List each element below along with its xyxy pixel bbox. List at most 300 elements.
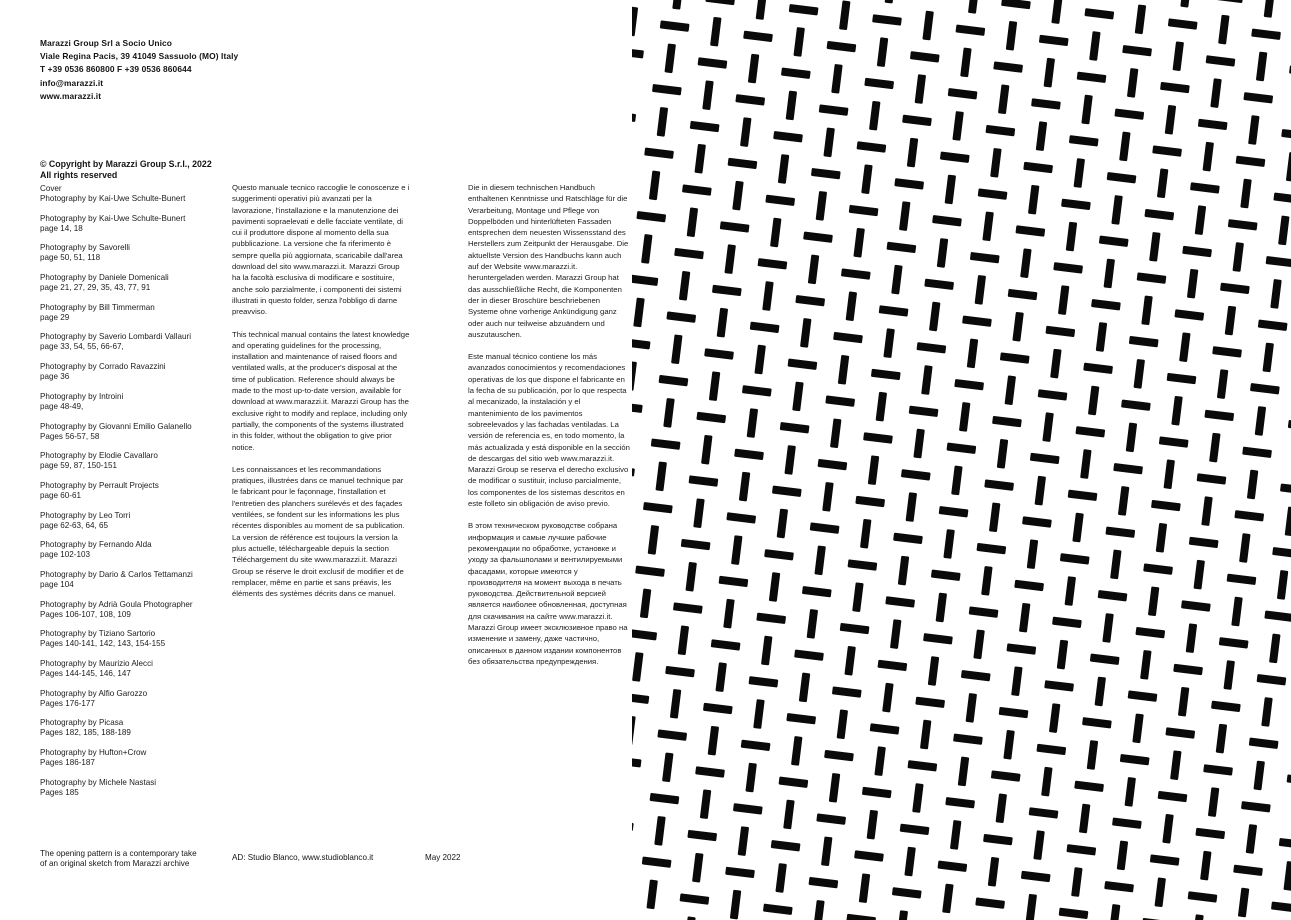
horizontal-dash xyxy=(825,395,855,406)
horizontal-dash xyxy=(1235,156,1265,167)
horizontal-dash xyxy=(1029,453,1059,464)
credit-entry xyxy=(40,451,193,471)
horizontal-dash xyxy=(1119,754,1149,765)
legal-text-column-de-es-ru xyxy=(468,182,632,678)
credit-entry xyxy=(40,481,193,501)
credit-entry xyxy=(40,362,193,382)
credit-photographer: Photography by Alfio Garozzo xyxy=(40,688,148,698)
vertical-dash xyxy=(990,147,1001,177)
horizontal-dash xyxy=(1105,526,1135,537)
vertical-dash xyxy=(1141,295,1152,325)
vertical-dash xyxy=(775,863,786,893)
horizontal-dash xyxy=(1158,436,1188,447)
company-phone: T +39 0536 860800 F +39 0536 860644 xyxy=(40,64,192,75)
horizontal-dash xyxy=(756,613,786,624)
vertical-dash xyxy=(708,725,719,755)
vertical-dash xyxy=(996,793,1007,823)
horizontal-dash xyxy=(632,756,641,767)
vertical-dash xyxy=(1020,248,1031,278)
horizontal-dash xyxy=(727,158,757,169)
horizontal-dash xyxy=(1188,537,1218,548)
vertical-dash xyxy=(967,338,978,368)
horizontal-dash xyxy=(1006,643,1036,654)
horizontal-dash xyxy=(1257,319,1287,330)
vertical-dash xyxy=(1246,824,1257,854)
credit-entry xyxy=(40,422,193,442)
vertical-dash xyxy=(633,297,644,327)
credit-pages: Pages 182, 185, 188-189 xyxy=(40,728,131,738)
horizontal-dash xyxy=(1023,162,1053,173)
horizontal-dash xyxy=(795,295,825,306)
horizontal-dash xyxy=(1020,871,1050,882)
vertical-dash xyxy=(1119,131,1130,161)
horizontal-dash xyxy=(1281,129,1291,140)
horizontal-dash xyxy=(998,707,1028,718)
horizontal-dash xyxy=(786,713,816,724)
vertical-dash xyxy=(959,402,970,432)
vertical-dash xyxy=(662,752,673,782)
horizontal-dash xyxy=(1234,510,1264,521)
credit-entry xyxy=(40,689,193,709)
credit-photographer: Cover xyxy=(40,184,62,193)
horizontal-dash xyxy=(1053,262,1083,273)
legal-text-column-it-en-fr xyxy=(232,182,410,610)
credit-photographer: Photography by Maurizio Alecci xyxy=(40,659,153,668)
credit-photographer: Photography by Fernando Alda xyxy=(40,540,152,550)
credit-pages: Pages 176-177 xyxy=(40,698,95,708)
horizontal-dash xyxy=(1015,225,1045,236)
vertical-dash xyxy=(1286,151,1291,181)
horizontal-dash xyxy=(861,787,891,798)
horizontal-dash xyxy=(702,703,732,714)
horizontal-dash xyxy=(697,57,727,68)
horizontal-dash xyxy=(840,268,870,279)
vertical-dash xyxy=(1178,686,1189,716)
vertical-dash xyxy=(1006,20,1017,50)
credit-photographer: Photography by Picasa xyxy=(40,718,124,728)
credit-pages: page 48-49, xyxy=(40,401,84,411)
credit-pages: page 33, 54, 55, 66-67, xyxy=(40,342,124,352)
vertical-dash xyxy=(1027,539,1038,569)
horizontal-dash xyxy=(1122,45,1152,56)
vertical-dash xyxy=(649,170,660,200)
vertical-dash xyxy=(1012,311,1023,341)
horizontal-dash xyxy=(1106,172,1136,183)
vertical-dash xyxy=(1149,231,1160,261)
vertical-dash xyxy=(1225,305,1236,335)
vertical-dash xyxy=(770,217,781,247)
horizontal-dash xyxy=(1114,108,1144,119)
vertical-dash xyxy=(1135,4,1146,34)
credit-photographer: Photography by Daniele Domenicali xyxy=(40,273,169,283)
vertical-dash xyxy=(814,545,825,575)
horizontal-dash xyxy=(771,485,801,496)
vertical-dash xyxy=(1180,0,1191,7)
horizontal-dash xyxy=(1031,98,1061,109)
horizontal-dash xyxy=(1144,209,1174,220)
vertical-dash xyxy=(687,207,698,237)
vertical-dash xyxy=(1165,104,1176,134)
vertical-dash xyxy=(877,37,888,67)
horizontal-dash xyxy=(641,856,671,867)
vertical-dash xyxy=(1231,596,1242,626)
horizontal-dash xyxy=(954,379,984,390)
vertical-dash xyxy=(1111,195,1122,225)
vertical-dash xyxy=(1071,867,1082,897)
horizontal-dash xyxy=(1121,399,1151,410)
horizontal-dash xyxy=(680,539,710,550)
horizontal-dash xyxy=(1075,426,1105,437)
credit-entry xyxy=(40,303,193,323)
vertical-dash xyxy=(1209,432,1220,462)
horizontal-dash xyxy=(1218,637,1248,648)
credit-pages: Photography by Kai-Uwe Schulte-Bunert xyxy=(40,194,186,203)
horizontal-dash xyxy=(1044,680,1074,691)
vertical-dash xyxy=(1140,649,1151,679)
horizontal-dash xyxy=(757,258,787,269)
legal-paragraph: В этом техническом руководстве собрана информация и самые лучшие рабочие рекомендации по обработке, установке и уходу за фальшполами и вентилируемыми фасадами, которые имеются у производителя на момент выхода в печать руководства. Действительной версией является наиболее обновленная, доступная для скачивания на сайте www.marazzi.it. Marazzi Group имеет эксклюзивное право на изменение и замену, даже частично, описанных в данном издании компонентов без обязательства предупреждения. xyxy=(468,521,628,666)
horizontal-dash xyxy=(872,14,902,25)
horizontal-dash xyxy=(1066,844,1096,855)
horizontal-dash xyxy=(1270,901,1291,912)
horizontal-dash xyxy=(847,559,877,570)
horizontal-dash xyxy=(1001,0,1031,9)
vertical-dash xyxy=(700,789,711,819)
horizontal-dash xyxy=(900,469,930,480)
vertical-dash xyxy=(702,80,713,110)
vertical-dash xyxy=(988,856,999,886)
horizontal-dash xyxy=(688,475,718,486)
vertical-dash xyxy=(874,746,885,776)
dash-weave-pattern xyxy=(632,0,1291,920)
legal-paragraph: Questo manuale tecnico raccoglie le conoscenze e i suggerimenti operativi più avanzati per la lavorazione, l'installazione e la manutenzione dei pavimenti sopraelevati e delle facciate ventilate, di cui il produttore dispone al momento della sua pubblicazione. La versione che fa riferimento è sempre quella più aggiornata, scaricabile dall'area download del sito www.marazzi.it. Marazzi Group ha la facoltà esclusiva di modificare e sostituire, anche solo parzialmente, i componenti dei sistemi illustrati in questo folder, senza l'obbligo di darne preavviso. xyxy=(232,183,410,317)
horizontal-dash xyxy=(848,205,878,216)
horizontal-dash xyxy=(1074,781,1104,792)
vertical-dash xyxy=(1284,860,1291,890)
vertical-dash xyxy=(1011,666,1022,696)
vertical-dash xyxy=(1155,877,1166,907)
horizontal-dash xyxy=(1097,590,1127,601)
horizontal-dash xyxy=(976,543,1006,554)
horizontal-dash xyxy=(1149,854,1179,865)
vertical-dash xyxy=(813,899,824,920)
horizontal-dash xyxy=(1174,309,1204,320)
vertical-dash xyxy=(867,809,878,839)
credit-entry xyxy=(40,748,193,768)
horizontal-dash xyxy=(773,131,803,142)
horizontal-dash xyxy=(794,649,824,660)
horizontal-dash xyxy=(923,633,953,644)
horizontal-dash xyxy=(1243,92,1273,103)
credit-photographer: Photography by Giovanni Emilio Galanello xyxy=(40,421,192,431)
credit-pages: page 21, 27, 29, 35, 43, 77, 91 xyxy=(40,283,151,293)
credit-pages: page 104 xyxy=(40,579,74,589)
vertical-dash xyxy=(647,879,658,909)
horizontal-dash xyxy=(808,877,838,888)
art-direction-credit: AD: Studio Blanco, www.studioblanco.it xyxy=(232,853,374,862)
vertical-dash xyxy=(1248,115,1259,145)
horizontal-dash xyxy=(939,151,969,162)
vertical-dash xyxy=(632,652,643,682)
vertical-dash xyxy=(921,365,932,395)
horizontal-dash xyxy=(1067,490,1097,501)
vertical-dash xyxy=(1170,750,1181,780)
horizontal-dash xyxy=(977,188,1007,199)
credit-photographer: Photography by Saverio Lombardi Vallauri xyxy=(40,332,192,342)
horizontal-dash xyxy=(696,412,726,423)
dash-weave-tiles xyxy=(632,0,1291,920)
vertical-dash xyxy=(1118,486,1129,516)
vertical-dash xyxy=(791,736,802,766)
credit-entry xyxy=(40,214,193,234)
pattern-note xyxy=(40,849,197,869)
horizontal-dash xyxy=(1210,701,1240,712)
horizontal-dash xyxy=(938,506,968,517)
vertical-dash xyxy=(1057,639,1068,669)
company-name: Marazzi Group Srl a Socio Unico xyxy=(40,38,173,48)
horizontal-dash xyxy=(1286,774,1291,785)
horizontal-dash xyxy=(705,0,735,5)
credit-photographer: Photography by Perrault Projects xyxy=(40,480,159,490)
horizontal-dash xyxy=(1022,516,1052,527)
credit-photographer: Photography by Kai-Uwe Schulte-Bunert xyxy=(40,213,186,223)
vertical-dash xyxy=(1127,68,1138,98)
horizontal-dash xyxy=(657,729,687,740)
vertical-dash xyxy=(1164,459,1175,489)
vertical-dash xyxy=(692,852,703,882)
credit-photographer: Photography by Introini xyxy=(40,391,124,401)
vertical-dash xyxy=(684,916,695,920)
horizontal-dash xyxy=(1205,55,1235,66)
vertical-dash xyxy=(1270,279,1281,309)
vertical-dash xyxy=(1285,506,1291,536)
horizontal-dash xyxy=(1160,82,1190,93)
vertical-dash xyxy=(852,582,863,612)
vertical-dash xyxy=(929,301,940,331)
vertical-dash xyxy=(958,756,969,786)
horizontal-dash xyxy=(915,697,945,708)
horizontal-dash xyxy=(816,813,846,824)
vertical-dash xyxy=(1066,221,1077,251)
horizontal-dash xyxy=(1251,28,1281,39)
vertical-dash xyxy=(777,508,788,538)
legal-paragraph: Les connaissances et les recommandations pratiques, illustrées dans ce manuel technique par le fabricant pour le façonnage, l'installation et l'entretien des planchers surélevés et des façades ventilées, se fondent sur les informations les plus récentes disponibles au moment de sa publication. La version de référence est toujours la version la plus actuelle, téléchargeable depuis la section Téléchargement du site www.marazzi.it. Marazzi Group se réserve le droit exclusif de modifier et de remplacer, même en partie et sans préavis, les éléments des systèmes décrits dans ce manuel. xyxy=(232,464,405,599)
credit-pages: Pages 185 xyxy=(40,787,79,797)
vertical-dash xyxy=(831,63,842,93)
horizontal-dash xyxy=(947,88,977,99)
vertical-dash xyxy=(1051,0,1062,23)
vertical-dash xyxy=(883,328,894,358)
horizontal-dash xyxy=(651,84,681,95)
vertical-dash xyxy=(966,692,977,722)
horizontal-dash xyxy=(1152,145,1182,156)
horizontal-dash xyxy=(632,465,634,476)
vertical-dash xyxy=(937,238,948,268)
horizontal-dash xyxy=(999,352,1029,363)
vertical-dash xyxy=(960,47,971,77)
horizontal-dash xyxy=(833,332,863,343)
credit-entry xyxy=(40,600,193,620)
vertical-dash xyxy=(868,455,879,485)
vertical-dash xyxy=(1254,760,1265,790)
horizontal-dash xyxy=(1187,891,1217,902)
horizontal-dash xyxy=(764,549,794,560)
vertical-dash xyxy=(1264,0,1275,17)
vertical-dash xyxy=(853,227,864,257)
vertical-dash xyxy=(754,344,765,374)
vertical-dash xyxy=(807,608,818,638)
horizontal-dash xyxy=(1256,674,1286,685)
horizontal-dash xyxy=(894,178,924,189)
vertical-dash xyxy=(1240,178,1251,208)
vertical-dash xyxy=(1109,904,1120,920)
horizontal-dash xyxy=(992,416,1022,427)
vertical-dash xyxy=(989,502,1000,532)
horizontal-dash xyxy=(644,147,674,158)
vertical-dash xyxy=(1217,369,1228,399)
horizontal-dash xyxy=(1157,791,1187,802)
vertical-dash xyxy=(928,656,939,686)
vertical-dash xyxy=(1148,586,1159,616)
vertical-dash xyxy=(756,0,767,19)
horizontal-dash xyxy=(1036,744,1066,755)
horizontal-dash xyxy=(1195,828,1225,839)
company-address: Viale Regina Pacis, 39 41049 Sassuolo (MO) Italy xyxy=(40,51,239,62)
vertical-dash xyxy=(753,699,764,729)
horizontal-dash xyxy=(1135,627,1165,638)
credit-photographer: Photography by Leo Torri xyxy=(40,510,131,520)
vertical-dash xyxy=(792,381,803,411)
horizontal-dash xyxy=(704,348,734,359)
vertical-dash xyxy=(1263,342,1274,372)
horizontal-dash xyxy=(632,692,649,703)
credit-pages: page 59, 87, 150-151 xyxy=(40,461,117,471)
horizontal-dash xyxy=(909,51,939,62)
vertical-dash xyxy=(838,354,849,384)
vertical-dash xyxy=(1019,602,1030,632)
vertical-dash xyxy=(632,361,637,391)
vertical-dash xyxy=(1187,268,1198,298)
vertical-dash xyxy=(671,334,682,364)
vertical-dash xyxy=(1216,723,1227,753)
horizontal-dash xyxy=(854,850,884,861)
horizontal-dash xyxy=(886,242,916,253)
horizontal-dash xyxy=(955,24,985,35)
credit-photographer: Photography by Elodie Cavallaro xyxy=(40,451,158,461)
vertical-dash xyxy=(1096,322,1107,352)
vertical-dash xyxy=(1079,803,1090,833)
horizontal-dash xyxy=(831,686,861,697)
credit-photographer: Photography by Michele Nastasi xyxy=(40,777,157,787)
horizontal-dash xyxy=(953,733,983,744)
publication-date: May 2022 xyxy=(425,853,461,862)
vertical-dash xyxy=(823,127,834,157)
vertical-dash xyxy=(1005,375,1016,405)
horizontal-dash xyxy=(1127,690,1157,701)
vertical-dash xyxy=(686,561,697,591)
legal-paragraph: Este manual técnico contiene los más avanzados conocimientos y recomendaciones operativas de los que dispone el fabricante en la fecha de su publicación, por lo que respecta al mecanizado, la instalación y el mantenimiento de los pavimentos sobreelevados y las fachadas ventiladas. La versión de referencia es, en todo momento, la más actualizada y está disponible en la sección de descargas del sitio web www.marazzi.it. Marazzi Group se reserva el derecho exclusivo de modificar o sustituir, incluso parcialmente, los componentes de los sistemas descritos en este folleto sin obligación de aviso previo. xyxy=(468,352,630,509)
vertical-dash xyxy=(1003,729,1014,759)
vertical-dash xyxy=(1156,522,1167,552)
credit-photographer: Photography by Tiziano Sartorio xyxy=(40,629,156,639)
vertical-dash xyxy=(1238,887,1249,917)
horizontal-dash xyxy=(659,20,689,31)
vertical-dash xyxy=(786,90,797,120)
horizontal-dash xyxy=(809,522,839,533)
vertical-dash xyxy=(1132,713,1143,743)
vertical-dash xyxy=(717,307,728,337)
vertical-dash xyxy=(1201,496,1212,526)
horizontal-dash xyxy=(734,449,764,460)
horizontal-dash xyxy=(1166,373,1196,384)
horizontal-dash xyxy=(689,121,719,132)
credit-entry xyxy=(40,718,193,738)
vertical-dash xyxy=(898,555,909,585)
vertical-dash xyxy=(920,719,931,749)
vertical-dash xyxy=(1218,14,1229,44)
vertical-dash xyxy=(882,682,893,712)
horizontal-dash xyxy=(1287,420,1291,431)
vertical-dash xyxy=(1239,533,1250,563)
vertical-dash xyxy=(799,672,810,702)
company-website: www.marazzi.it xyxy=(40,90,102,101)
horizontal-dash xyxy=(695,766,725,777)
horizontal-dash xyxy=(632,401,642,412)
pattern-note-line2: of an original sketch from Marazzi archive xyxy=(40,859,190,868)
vertical-dash xyxy=(1110,549,1121,579)
horizontal-dash xyxy=(932,215,962,226)
vertical-dash xyxy=(1089,31,1100,61)
vertical-dash xyxy=(1081,94,1092,124)
horizontal-dash xyxy=(801,586,831,597)
horizontal-dash xyxy=(1204,410,1234,421)
vertical-dash xyxy=(830,418,841,448)
horizontal-dash xyxy=(687,830,717,841)
vertical-dash xyxy=(640,588,651,618)
horizontal-dash xyxy=(983,834,1013,845)
credit-photographer: Photography by Hufton+Crow xyxy=(40,748,147,758)
vertical-dash xyxy=(1171,395,1182,425)
credit-entry xyxy=(40,540,193,560)
horizontal-dash xyxy=(899,824,929,835)
horizontal-dash xyxy=(778,776,808,787)
horizontal-dash xyxy=(1248,737,1278,748)
vertical-dash xyxy=(723,598,734,628)
vertical-dash xyxy=(982,211,993,241)
vertical-dash xyxy=(1049,703,1060,733)
vertical-dash xyxy=(769,572,780,602)
horizontal-dash xyxy=(1128,336,1158,347)
credit-pages: page 36 xyxy=(40,372,70,382)
vertical-dash xyxy=(783,799,794,829)
legal-paragraph: This technical manual contains the latest knowledge and operating guidelines for the processing, installation and maintenance of raised floors and ventilated walls, at the producer's disposal at the time of publication. Reference should always be made to the most up-to-date version, available for download at www.marazzi.it. Marazzi Group has the exclusive right to modify and replace, including only partially, the components of the systems illustrated in this folder, without the obligation to give prior notice. xyxy=(232,329,410,452)
vertical-dash xyxy=(837,709,848,739)
horizontal-dash xyxy=(803,231,833,242)
vertical-dash xyxy=(913,428,924,458)
vertical-dash xyxy=(885,0,896,3)
horizontal-dash xyxy=(1182,246,1212,257)
company-email: info@marazzi.it xyxy=(40,77,104,88)
vertical-dash xyxy=(1194,559,1205,589)
credit-photographer: Photography by Corrado Ravazzini xyxy=(40,362,166,372)
horizontal-dash xyxy=(1181,600,1211,611)
horizontal-dash xyxy=(908,406,938,417)
horizontal-dash xyxy=(765,195,795,206)
horizontal-dash xyxy=(960,670,990,681)
horizontal-dash xyxy=(726,512,756,523)
vertical-dash xyxy=(998,84,1009,114)
credit-pages: page 60-61 xyxy=(40,490,81,500)
